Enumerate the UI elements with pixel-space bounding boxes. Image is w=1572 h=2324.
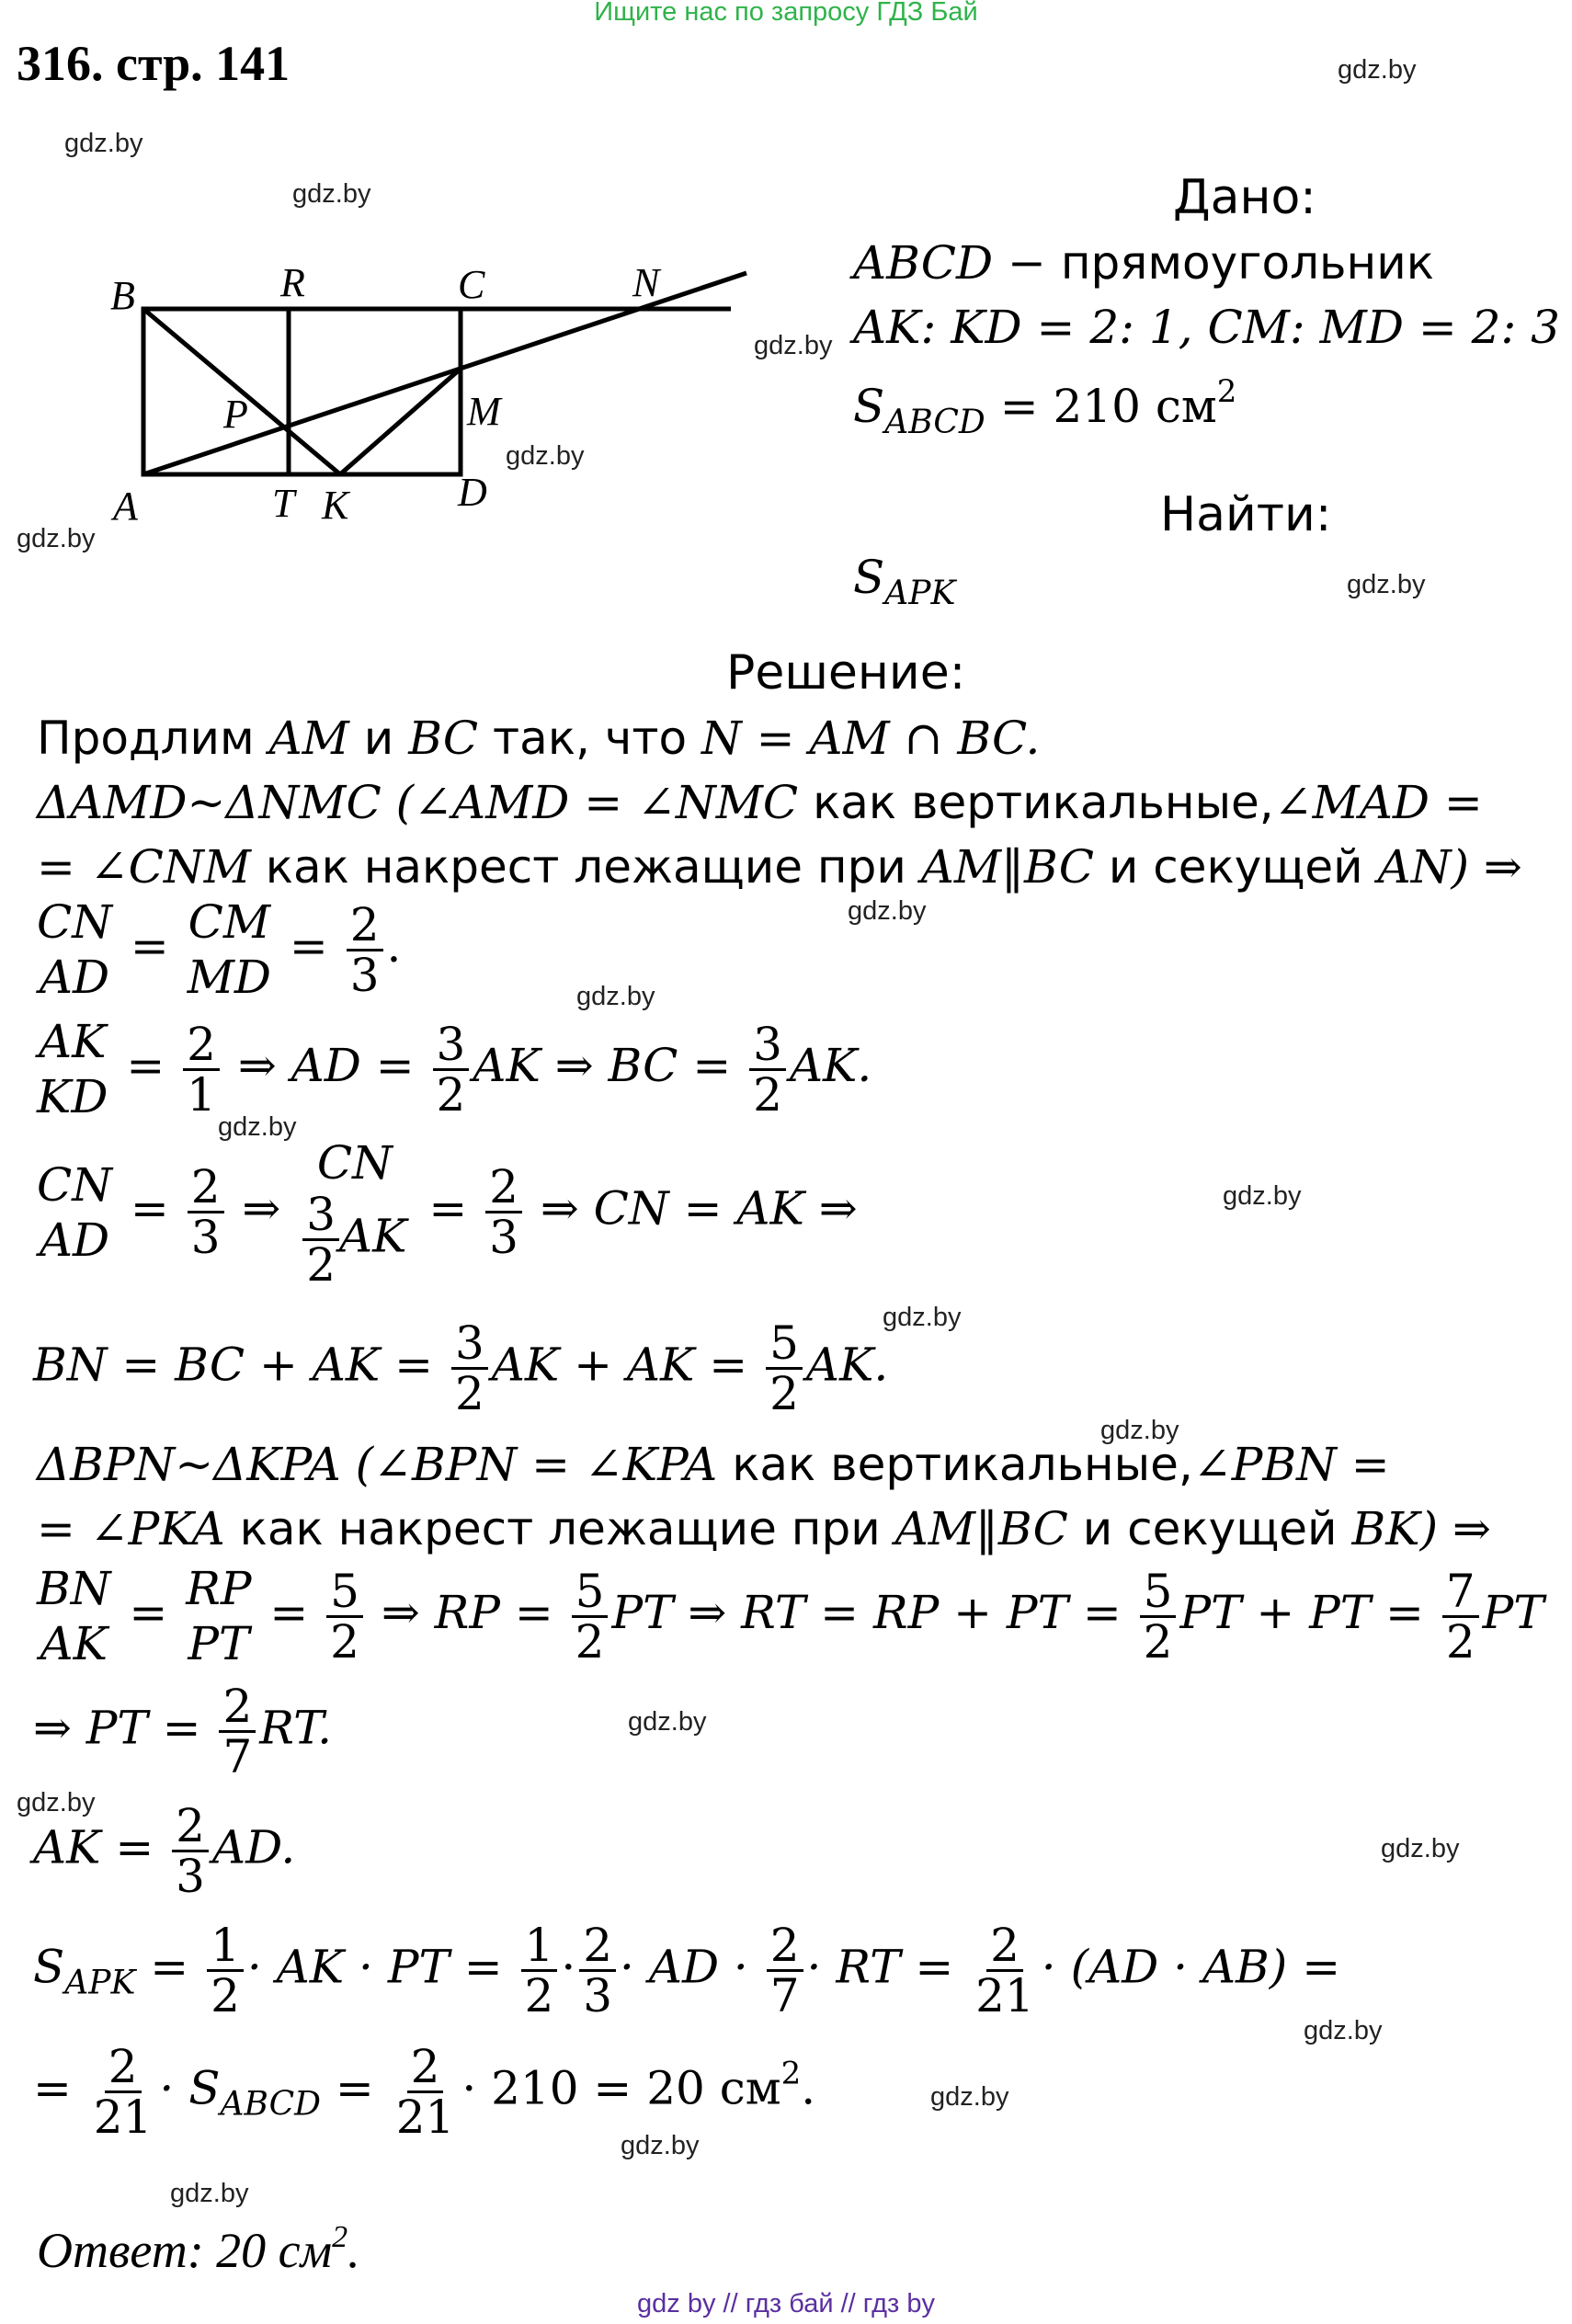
watermark: gdz.by bbox=[1381, 1834, 1460, 1863]
solution-line-7: BN = BC + AK = $\frac{3}{2}$ AK + AK = $\frac{5}{2}$ AK. bbox=[33, 1316, 889, 1420]
solution-line-11: ⇒ PT = $\frac{2}{7}$ RT. bbox=[33, 1680, 332, 1783]
find-heading: Найти: bbox=[1160, 487, 1332, 542]
solution-line-13: $S_{APK}$ = $\frac{1}{2}$ · AK · PT = $\frac{1}{2}$ · $\frac{2}{3}$ · AD · $\frac{2}{7}$ · RT = $\frac{2}{21}$ · (AD · AB) = bbox=[33, 1919, 1341, 2022]
given-area: $S_{ABCD} = 210$ $см^2$ bbox=[853, 373, 1237, 441]
label-r: R bbox=[280, 260, 305, 305]
label-a: A bbox=[113, 484, 138, 529]
watermark: gdz.by bbox=[576, 982, 655, 1011]
footer-watermark: gdz by // гдз бай // гдз by bbox=[637, 2289, 935, 2318]
watermark: gdz.by bbox=[930, 2082, 1009, 2112]
label-c: C bbox=[458, 262, 485, 307]
watermark: gdz.by bbox=[17, 524, 96, 553]
solution-heading: Решение: bbox=[726, 645, 966, 701]
watermark: gdz.by bbox=[1304, 2016, 1383, 2045]
find-target: $S_{APK}$ bbox=[853, 551, 956, 612]
label-p: P bbox=[223, 392, 248, 437]
watermark: gdz.by bbox=[628, 1707, 707, 1737]
watermark: gdz.by bbox=[621, 2131, 700, 2160]
watermark: gdz.by bbox=[848, 896, 927, 926]
given-ratios: AK: KD = 2: 1, CM: MD = 2: 3 bbox=[853, 301, 1560, 354]
label-d: D bbox=[458, 470, 487, 515]
segment-km bbox=[340, 369, 461, 474]
solution-line-2: ΔAMD~ΔNMC (∠AMD = ∠NMC как вертикальные,∠MAD = bbox=[37, 776, 1483, 829]
label-b: B bbox=[110, 273, 135, 318]
solution-line-8: ΔBPN~ΔKPA (∠BPN = ∠KPA как вертикальные,∠PBN = bbox=[37, 1438, 1390, 1491]
solution-line-9: = ∠PKA как накрест лежащие при AM‖BC и секущей BK) ⇒ bbox=[37, 1502, 1491, 1555]
solution-line-6: CN AD = $\frac{2}{3}$ ⇒ CN $\frac{3}{2}$ AK = $\frac{2}{3}$ ⇒ CN = AK ⇒ bbox=[37, 1136, 858, 1292]
label-t: T bbox=[272, 481, 295, 526]
given-heading: Дано: bbox=[1173, 170, 1316, 225]
label-m: M bbox=[467, 389, 501, 434]
solution-line-1: Продлим AM и BC так, что N = AM ∩ BC. bbox=[37, 712, 1041, 765]
solution-line-3: = ∠CNM как накрест лежащие при AM‖BC и секущей AN) ⇒ bbox=[37, 840, 1522, 894]
top-banner: Ищите нас по запросу ГДЗ Бай bbox=[594, 0, 978, 27]
label-n: N bbox=[632, 260, 660, 305]
solution-line-14: = $\frac{2}{21}$ · $S_{ABCD}$ = $\frac{2}{21}$ · 210 = 20 $см^2$. bbox=[33, 2040, 816, 2144]
page-title: 316. стр. 141 bbox=[17, 36, 290, 91]
label-k: K bbox=[322, 483, 349, 528]
watermark: gdz.by bbox=[883, 1303, 962, 1332]
answer: Ответ: 20 $см^2$. bbox=[37, 2220, 360, 2278]
watermark: gdz.by bbox=[1100, 1416, 1179, 1445]
given-rectangle: ABCD − прямоугольник bbox=[853, 236, 1434, 290]
watermark: gdz.by bbox=[506, 441, 585, 471]
watermark: gdz.by bbox=[218, 1112, 297, 1142]
geometry-figure bbox=[92, 248, 772, 542]
watermark: gdz.by bbox=[754, 331, 833, 360]
watermark: gdz.by bbox=[1338, 55, 1417, 85]
watermark: gdz.by bbox=[170, 2179, 249, 2208]
watermark: gdz.by bbox=[17, 1788, 96, 1817]
solution-line-5: AK KD = $\frac{2}{1}$ ⇒ AD = $\frac{3}{2}$ AK ⇒ BC = $\frac{3}{2}$ AK. bbox=[37, 1015, 872, 1123]
watermark: gdz.by bbox=[1347, 570, 1426, 599]
solution-line-4: CN AD = CM MD = $\frac{2}{3}$ . bbox=[37, 895, 402, 1004]
watermark: gdz.by bbox=[1223, 1181, 1302, 1211]
watermark: gdz.by bbox=[292, 179, 371, 209]
watermark: gdz.by bbox=[64, 129, 143, 158]
solution-line-10: BN AK = RP PT = $\frac{5}{2}$ ⇒ RP = $\frac{5}{2}$ PT ⇒ RT = RP + PT = $\frac{5}{2}$ PT + PT = $\frac{7}{2}$ PT bbox=[37, 1562, 1544, 1670]
rectangle-abcd bbox=[143, 309, 461, 474]
solution-line-12: AK = $\frac{2}{3}$ AD. bbox=[33, 1799, 296, 1903]
